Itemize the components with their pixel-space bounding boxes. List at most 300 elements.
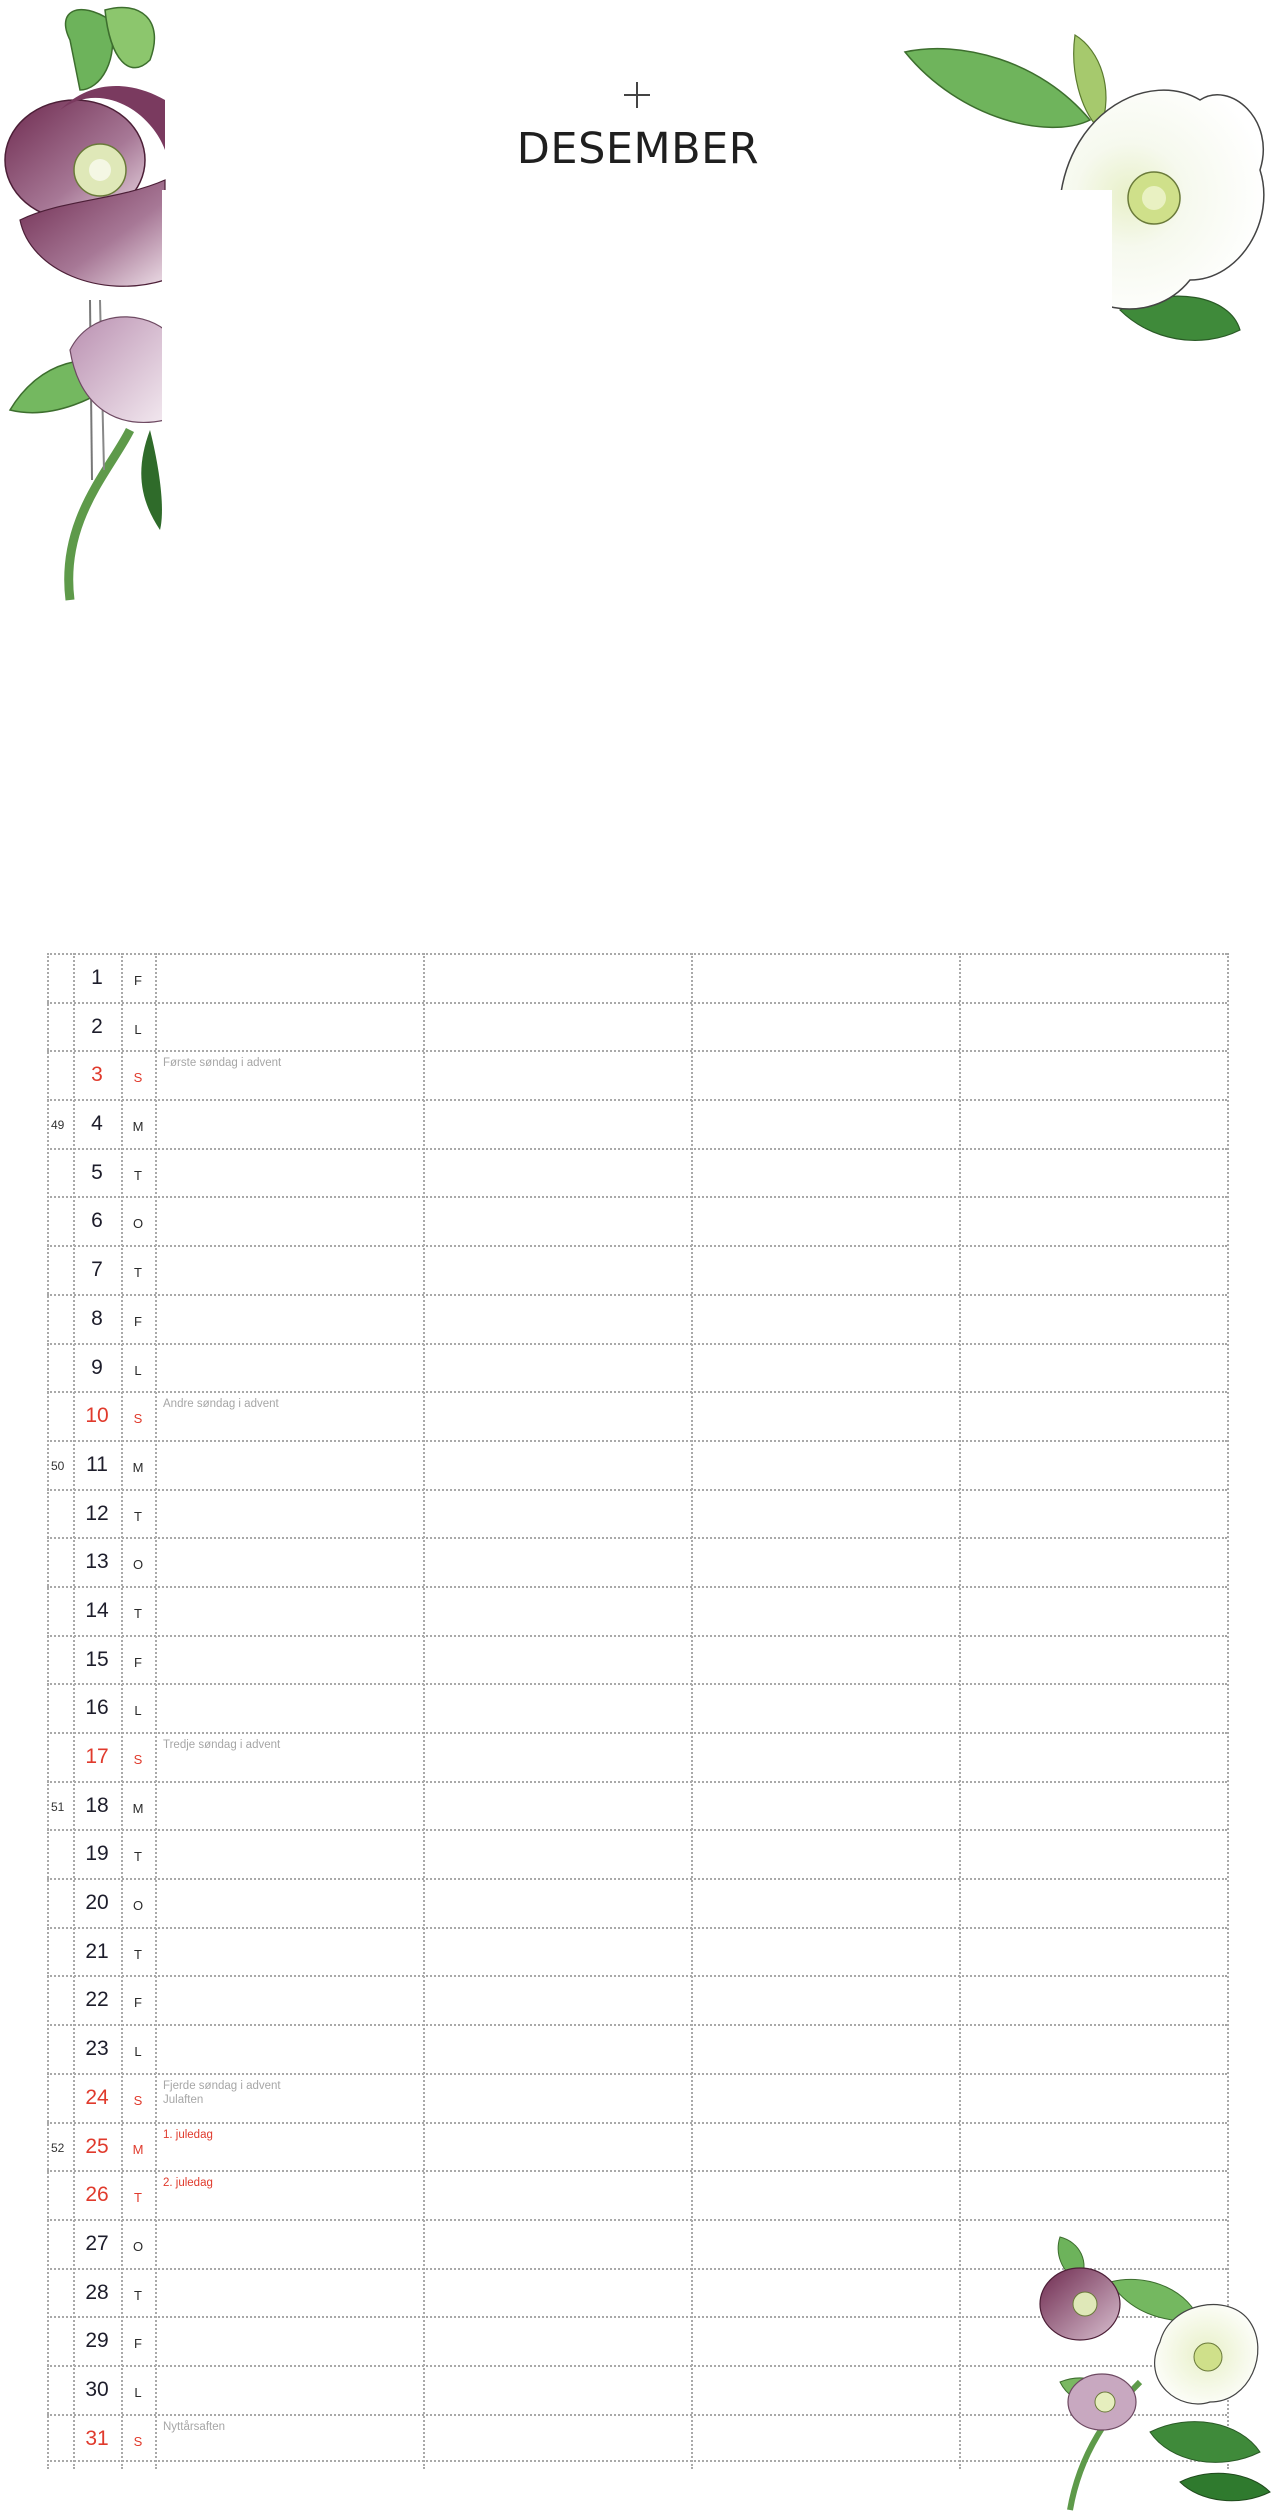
- day-number-text: 6: [91, 1209, 103, 1233]
- day-number-text: 20: [85, 1891, 109, 1915]
- entry-cell[interactable]: [155, 1198, 423, 1245]
- entry-cell[interactable]: [155, 955, 423, 1002]
- entry-cell[interactable]: [423, 1880, 691, 1927]
- entry-cell[interactable]: [959, 2124, 1227, 2171]
- day-number-text: 21: [85, 1939, 109, 1963]
- entry-cell[interactable]: [423, 1685, 691, 1732]
- day-number: [73, 1734, 121, 1781]
- entry-cell[interactable]: [423, 955, 691, 1002]
- day-number-text: 22: [85, 1988, 109, 2012]
- grid-line: [155, 953, 157, 2469]
- entry-cell[interactable]: [691, 1150, 959, 1197]
- day-number: [73, 1247, 121, 1294]
- day-number: [73, 1296, 121, 1343]
- weekday-letter-text: T: [134, 1265, 142, 1281]
- entry-cell[interactable]: [155, 1247, 423, 1294]
- week-number: [47, 1734, 73, 1781]
- entry-cell[interactable]: [691, 2172, 959, 2219]
- weekday-letter-text: F: [134, 1313, 142, 1329]
- entry-cell[interactable]: [691, 1052, 959, 1099]
- entry-cell[interactable]: [959, 1491, 1227, 1538]
- entry-cell[interactable]: [959, 1685, 1227, 1732]
- day-row: [47, 2073, 1227, 2122]
- day-row: [47, 1927, 1227, 1976]
- entry-cell[interactable]: [959, 1296, 1227, 1343]
- weekday-letter-text: T: [134, 1167, 142, 1183]
- day-number-text: 14: [85, 1598, 109, 1622]
- week-number: [47, 1004, 73, 1051]
- week-number: [47, 1685, 73, 1732]
- day-row: [47, 1440, 1227, 1489]
- entry-cell[interactable]: [423, 1831, 691, 1878]
- entry-cell[interactable]: [423, 1247, 691, 1294]
- day-number: [73, 1588, 121, 1635]
- week-number: [47, 1977, 73, 2024]
- entry-cell[interactable]: [423, 1539, 691, 1586]
- day-number: [73, 2026, 121, 2073]
- entry-cell[interactable]: [691, 1247, 959, 1294]
- entry-cell[interactable]: [959, 2026, 1227, 2073]
- entry-cell[interactable]: [423, 1345, 691, 1392]
- weekday-letter-text: L: [134, 2384, 142, 2400]
- weekday-letter-text: F: [134, 2336, 142, 2352]
- entry-cell[interactable]: [959, 1588, 1227, 1635]
- entry-cell[interactable]: [155, 1296, 423, 1343]
- entry-cell[interactable]: [155, 2124, 423, 2171]
- day-number: [73, 1929, 121, 1976]
- day-number-text: 30: [85, 2377, 109, 2401]
- day-number-text: 13: [85, 1550, 109, 1574]
- weekday-letter-text: M: [132, 1459, 144, 1475]
- entry-cell[interactable]: [959, 1345, 1227, 1392]
- entry-cell[interactable]: [691, 1734, 959, 1781]
- weekday-letter: [121, 1101, 155, 1148]
- entry-cell[interactable]: [959, 1734, 1227, 1781]
- entry-cell[interactable]: [959, 1393, 1227, 1440]
- weekday-letter-text: F: [134, 1654, 142, 1670]
- day-number-text: 8: [91, 1306, 103, 1330]
- entry-cell[interactable]: [155, 2221, 423, 2268]
- day-row: [47, 1343, 1227, 1392]
- weekday-letter: [121, 1491, 155, 1538]
- day-number: [73, 955, 121, 1002]
- weekday-letter-text: M: [132, 2141, 144, 2157]
- entry-cell[interactable]: [155, 2318, 423, 2365]
- day-number: [73, 1637, 121, 1684]
- entry-cell[interactable]: [691, 1198, 959, 1245]
- day-number-text: 17: [85, 1745, 109, 1768]
- weekday-letter-text: L: [134, 1703, 142, 1719]
- week-number: [47, 1296, 73, 1343]
- weekday-letter: [121, 1393, 155, 1440]
- day-row: [47, 1391, 1227, 1440]
- entry-cell[interactable]: [691, 2075, 959, 2122]
- entry-cell[interactable]: [155, 2026, 423, 2073]
- day-row: [47, 1537, 1227, 1586]
- day-number: [73, 1831, 121, 1878]
- weekday-letter: [121, 2318, 155, 2365]
- entry-cell[interactable]: [423, 2367, 691, 2414]
- week-number: [47, 2270, 73, 2317]
- entry-cell[interactable]: [691, 1637, 959, 1684]
- entry-cell[interactable]: [155, 1052, 423, 1099]
- entry-cell[interactable]: [155, 1637, 423, 1684]
- week-number: [47, 2124, 73, 2171]
- entry-cell[interactable]: [155, 1393, 423, 1440]
- entry-cell[interactable]: [691, 2318, 959, 2365]
- entry-cell[interactable]: [423, 1052, 691, 1099]
- entry-cell[interactable]: [959, 1198, 1227, 1245]
- week-number-text: 51: [51, 1799, 65, 1814]
- entry-cell[interactable]: [691, 2270, 959, 2317]
- day-number: [73, 2416, 121, 2461]
- entry-cell[interactable]: [959, 1442, 1227, 1489]
- hellebore-bouquet-bottom-right: [1030, 2232, 1270, 2512]
- entry-cell[interactable]: [423, 2270, 691, 2317]
- week-number: [47, 1539, 73, 1586]
- week-number: [47, 1442, 73, 1489]
- entry-cell[interactable]: [691, 1588, 959, 1635]
- entry-cell[interactable]: [155, 2416, 423, 2461]
- entry-cell[interactable]: [423, 1929, 691, 1976]
- entry-cell[interactable]: [155, 1929, 423, 1976]
- entry-cell[interactable]: [155, 2270, 423, 2317]
- entry-cell[interactable]: [959, 1880, 1227, 1927]
- day-row: [47, 1635, 1227, 1684]
- day-row: [47, 1829, 1227, 1878]
- entry-cell[interactable]: [155, 1539, 423, 1586]
- entry-cell[interactable]: [691, 2416, 959, 2461]
- entry-cell[interactable]: [959, 1929, 1227, 1976]
- weekday-letter: [121, 1198, 155, 1245]
- week-number-text: 49: [51, 1118, 65, 1133]
- entry-cell[interactable]: [155, 1345, 423, 1392]
- entry-cell[interactable]: [155, 1880, 423, 1927]
- day-row: [47, 1489, 1227, 1538]
- day-number: [73, 1442, 121, 1489]
- entry-cell[interactable]: [959, 1101, 1227, 1148]
- weekday-letter-text: M: [132, 1800, 144, 1816]
- day-number-text: 27: [85, 2231, 109, 2255]
- entry-cell[interactable]: [155, 2172, 423, 2219]
- week-number: [47, 2026, 73, 2073]
- week-number: [47, 1198, 73, 1245]
- day-row: [47, 2122, 1227, 2171]
- day-number: [73, 2367, 121, 2414]
- day-number-text: 7: [91, 1258, 103, 1282]
- entry-cell[interactable]: [155, 2075, 423, 2122]
- entry-cell[interactable]: [691, 1491, 959, 1538]
- day-row: [47, 1050, 1227, 1099]
- entry-cell[interactable]: [959, 2172, 1227, 2219]
- entry-cell[interactable]: [423, 1198, 691, 1245]
- weekday-letter-text: L: [134, 1021, 142, 1037]
- entry-cell[interactable]: [155, 2367, 423, 2414]
- entry-cell[interactable]: [691, 1539, 959, 1586]
- week-number: [47, 1393, 73, 1440]
- week-number: [47, 1247, 73, 1294]
- weekday-letter-text: S: [133, 2092, 143, 2108]
- weekday-letter: [121, 1296, 155, 1343]
- weekday-letter: [121, 1150, 155, 1197]
- entry-cell[interactable]: [423, 1393, 691, 1440]
- weekday-letter-text: T: [134, 1946, 142, 1962]
- weekday-letter: [121, 1977, 155, 2024]
- day-number: [73, 1198, 121, 1245]
- weekday-letter: [121, 2075, 155, 2122]
- entry-cell[interactable]: [691, 1004, 959, 1051]
- entry-cell[interactable]: [423, 1150, 691, 1197]
- day-number: [73, 2075, 121, 2122]
- hellebore-flowers-top-left: [0, 0, 165, 610]
- entry-cell[interactable]: [691, 1345, 959, 1392]
- weekday-letter-text: L: [134, 2044, 142, 2060]
- day-row: [47, 1586, 1227, 1635]
- weekday-letter-text: F: [134, 1995, 142, 2011]
- weekday-letter: [121, 2416, 155, 2461]
- day-row: [47, 1683, 1227, 1732]
- week-number: [47, 2172, 73, 2219]
- week-number: [47, 2221, 73, 2268]
- day-row: [47, 1245, 1227, 1294]
- entry-cell[interactable]: [691, 2124, 959, 2171]
- weekday-letter: [121, 2026, 155, 2073]
- entry-cell[interactable]: [959, 1539, 1227, 1586]
- entry-cell[interactable]: [423, 1491, 691, 1538]
- entry-cell[interactable]: [691, 2367, 959, 2414]
- day-row: [47, 1878, 1227, 1927]
- entry-cell[interactable]: [691, 955, 959, 1002]
- entry-cell[interactable]: [691, 1977, 959, 2024]
- entry-cell[interactable]: [691, 1831, 959, 1878]
- entry-cell[interactable]: [423, 1296, 691, 1343]
- weekday-letter: [121, 1685, 155, 1732]
- day-number-text: 3: [91, 1063, 103, 1087]
- grid-line: [73, 953, 75, 2469]
- week-number: [47, 1491, 73, 1538]
- entry-cell[interactable]: [423, 1101, 691, 1148]
- day-number: [73, 1685, 121, 1732]
- weekday-letter: [121, 1880, 155, 1927]
- day-number: [73, 1150, 121, 1197]
- weekday-letter-text: O: [132, 1216, 144, 1232]
- entry-cell[interactable]: [155, 1004, 423, 1051]
- week-number: [47, 2075, 73, 2122]
- week-number: [47, 2318, 73, 2365]
- day-row: [47, 1294, 1227, 1343]
- entry-cell[interactable]: [423, 1637, 691, 1684]
- entry-cell[interactable]: [959, 1150, 1227, 1197]
- entry-cell[interactable]: [423, 2026, 691, 2073]
- day-number-text: 25: [85, 2134, 109, 2158]
- day-row: [47, 1196, 1227, 1245]
- entry-cell[interactable]: [423, 1977, 691, 2024]
- entry-cell[interactable]: [155, 1783, 423, 1830]
- entry-cell[interactable]: [959, 1977, 1227, 2024]
- entry-cell[interactable]: [959, 955, 1227, 1002]
- weekday-letter: [121, 2172, 155, 2219]
- entry-cell[interactable]: [691, 1296, 959, 1343]
- day-note: Første søndag i advent: [163, 1057, 282, 1070]
- day-number: [73, 1004, 121, 1051]
- day-number-text: 18: [85, 1793, 109, 1817]
- entry-cell[interactable]: [423, 2221, 691, 2268]
- entry-cell[interactable]: [423, 2124, 691, 2171]
- grid-line: [691, 953, 693, 2469]
- weekday-letter-text: M: [132, 1119, 144, 1135]
- week-number: [47, 2367, 73, 2414]
- week-number: [47, 1588, 73, 1635]
- entry-cell[interactable]: [959, 1052, 1227, 1099]
- day-number-text: 26: [85, 2183, 109, 2207]
- entry-cell[interactable]: [691, 1393, 959, 1440]
- weekday-letter: [121, 2124, 155, 2171]
- day-note: Tredje søndag i advent: [163, 1739, 281, 1751]
- day-number: [73, 2172, 121, 2219]
- weekday-letter-text: T: [134, 1605, 142, 1621]
- weekday-letter-text: T: [134, 1849, 142, 1865]
- entry-cell[interactable]: [155, 1491, 423, 1538]
- weekday-letter: [121, 2367, 155, 2414]
- entry-cell[interactable]: [155, 1734, 423, 1781]
- weekday-letter-text: F: [134, 973, 142, 988]
- weekday-letter: [121, 1052, 155, 1099]
- week-number: [47, 1052, 73, 1099]
- entry-cell[interactable]: [155, 1442, 423, 1489]
- weekday-letter: [121, 1539, 155, 1586]
- grid-line: [121, 953, 123, 2469]
- entry-cell[interactable]: [691, 1783, 959, 1830]
- week-number: [47, 1783, 73, 1830]
- entry-cell[interactable]: [691, 1880, 959, 1927]
- entry-cell[interactable]: [423, 2172, 691, 2219]
- week-number: [47, 1345, 73, 1392]
- cross-ornament: [624, 82, 650, 108]
- entry-cell[interactable]: [691, 2221, 959, 2268]
- day-number-text: 23: [85, 2037, 109, 2061]
- week-number: [47, 1101, 73, 1148]
- day-number-text: 2: [91, 1014, 103, 1038]
- month-title: DESEMBER: [516, 124, 760, 174]
- entry-cell[interactable]: [155, 1977, 423, 2024]
- entry-cell[interactable]: [423, 2075, 691, 2122]
- day-number-text: 4: [91, 1112, 103, 1136]
- entry-cell[interactable]: [423, 1588, 691, 1635]
- entry-cell[interactable]: [155, 1101, 423, 1148]
- day-number: [73, 2124, 121, 2171]
- day-number: [73, 1052, 121, 1099]
- entry-cell[interactable]: [959, 1247, 1227, 1294]
- entry-cell[interactable]: [155, 1831, 423, 1878]
- entry-cell[interactable]: [155, 1685, 423, 1732]
- entry-cell[interactable]: [959, 1004, 1227, 1051]
- week-number-text: 50: [51, 1458, 65, 1473]
- day-row: [47, 1002, 1227, 1051]
- day-note: Andre søndag i advent: [163, 1398, 279, 1411]
- grid-line: [47, 953, 49, 2469]
- weekday-letter-text: O: [132, 1898, 144, 1914]
- entry-cell[interactable]: [155, 1150, 423, 1197]
- weekday-letter-text: T: [134, 2287, 142, 2303]
- day-number-text: 12: [85, 1501, 109, 1525]
- day-number: [73, 1783, 121, 1830]
- week-number: [47, 1150, 73, 1197]
- entry-cell[interactable]: [691, 2026, 959, 2073]
- day-number-text: 28: [85, 2280, 109, 2304]
- day-number: [73, 1977, 121, 2024]
- entry-cell[interactable]: [423, 1783, 691, 1830]
- day-number-text: 15: [85, 1647, 109, 1671]
- week-number: [47, 1831, 73, 1878]
- weekday-letter: [121, 1345, 155, 1392]
- weekday-letter: [121, 1588, 155, 1635]
- day-row: [47, 1732, 1227, 1781]
- weekday-letter: [121, 955, 155, 1002]
- day-note: Fjerde søndag i advent Julaften: [163, 2079, 281, 2106]
- day-number: [73, 1880, 121, 1927]
- weekday-letter-text: S: [133, 1411, 143, 1427]
- entry-cell[interactable]: [423, 1004, 691, 1051]
- day-row: [47, 2170, 1227, 2219]
- weekday-letter: [121, 1004, 155, 1051]
- day-number-text: 31: [85, 2426, 109, 2450]
- weekday-letter: [121, 1929, 155, 1976]
- week-number: [47, 2416, 73, 2461]
- day-number-text: 10: [85, 1404, 109, 1428]
- entry-cell[interactable]: [691, 1685, 959, 1732]
- entry-cell[interactable]: [959, 1831, 1227, 1878]
- day-number: [73, 2318, 121, 2365]
- entry-cell[interactable]: [423, 1442, 691, 1489]
- weekday-letter: [121, 1247, 155, 1294]
- week-number: [47, 955, 73, 1002]
- entry-cell[interactable]: [691, 1101, 959, 1148]
- day-row: [47, 953, 1227, 1002]
- weekday-letter-text: L: [134, 1362, 142, 1378]
- day-row: [47, 1781, 1227, 1830]
- entry-cell[interactable]: [423, 1734, 691, 1781]
- week-number: [47, 1929, 73, 1976]
- day-number-text: 24: [85, 2085, 109, 2109]
- grid-line: [959, 953, 961, 2469]
- weekday-letter-text: T: [134, 1508, 142, 1524]
- day-number: [73, 1101, 121, 1148]
- entry-cell[interactable]: [959, 2075, 1227, 2122]
- entry-cell[interactable]: [691, 1442, 959, 1489]
- weekday-letter-text: S: [133, 2433, 143, 2449]
- day-number: [73, 1539, 121, 1586]
- entry-cell[interactable]: [423, 2318, 691, 2365]
- day-row: [47, 1148, 1227, 1197]
- weekday-letter-text: O: [132, 2238, 144, 2254]
- weekday-letter: [121, 1734, 155, 1781]
- entry-cell[interactable]: [155, 1588, 423, 1635]
- grid-line: [423, 953, 425, 2469]
- entry-cell[interactable]: [691, 1929, 959, 1976]
- holiday-label: 2. juledag: [163, 2177, 213, 2190]
- day-number-text: 11: [86, 1452, 108, 1476]
- weekday-letter-text: S: [133, 1752, 143, 1767]
- day-number: [73, 2221, 121, 2268]
- day-number: [73, 1345, 121, 1392]
- day-row: [47, 2024, 1227, 2073]
- day-row: [47, 1975, 1227, 2024]
- day-number: [73, 1491, 121, 1538]
- weekday-letter: [121, 1831, 155, 1878]
- entry-cell[interactable]: [959, 1637, 1227, 1684]
- entry-cell[interactable]: [959, 1783, 1227, 1830]
- entry-cell[interactable]: [423, 2416, 691, 2461]
